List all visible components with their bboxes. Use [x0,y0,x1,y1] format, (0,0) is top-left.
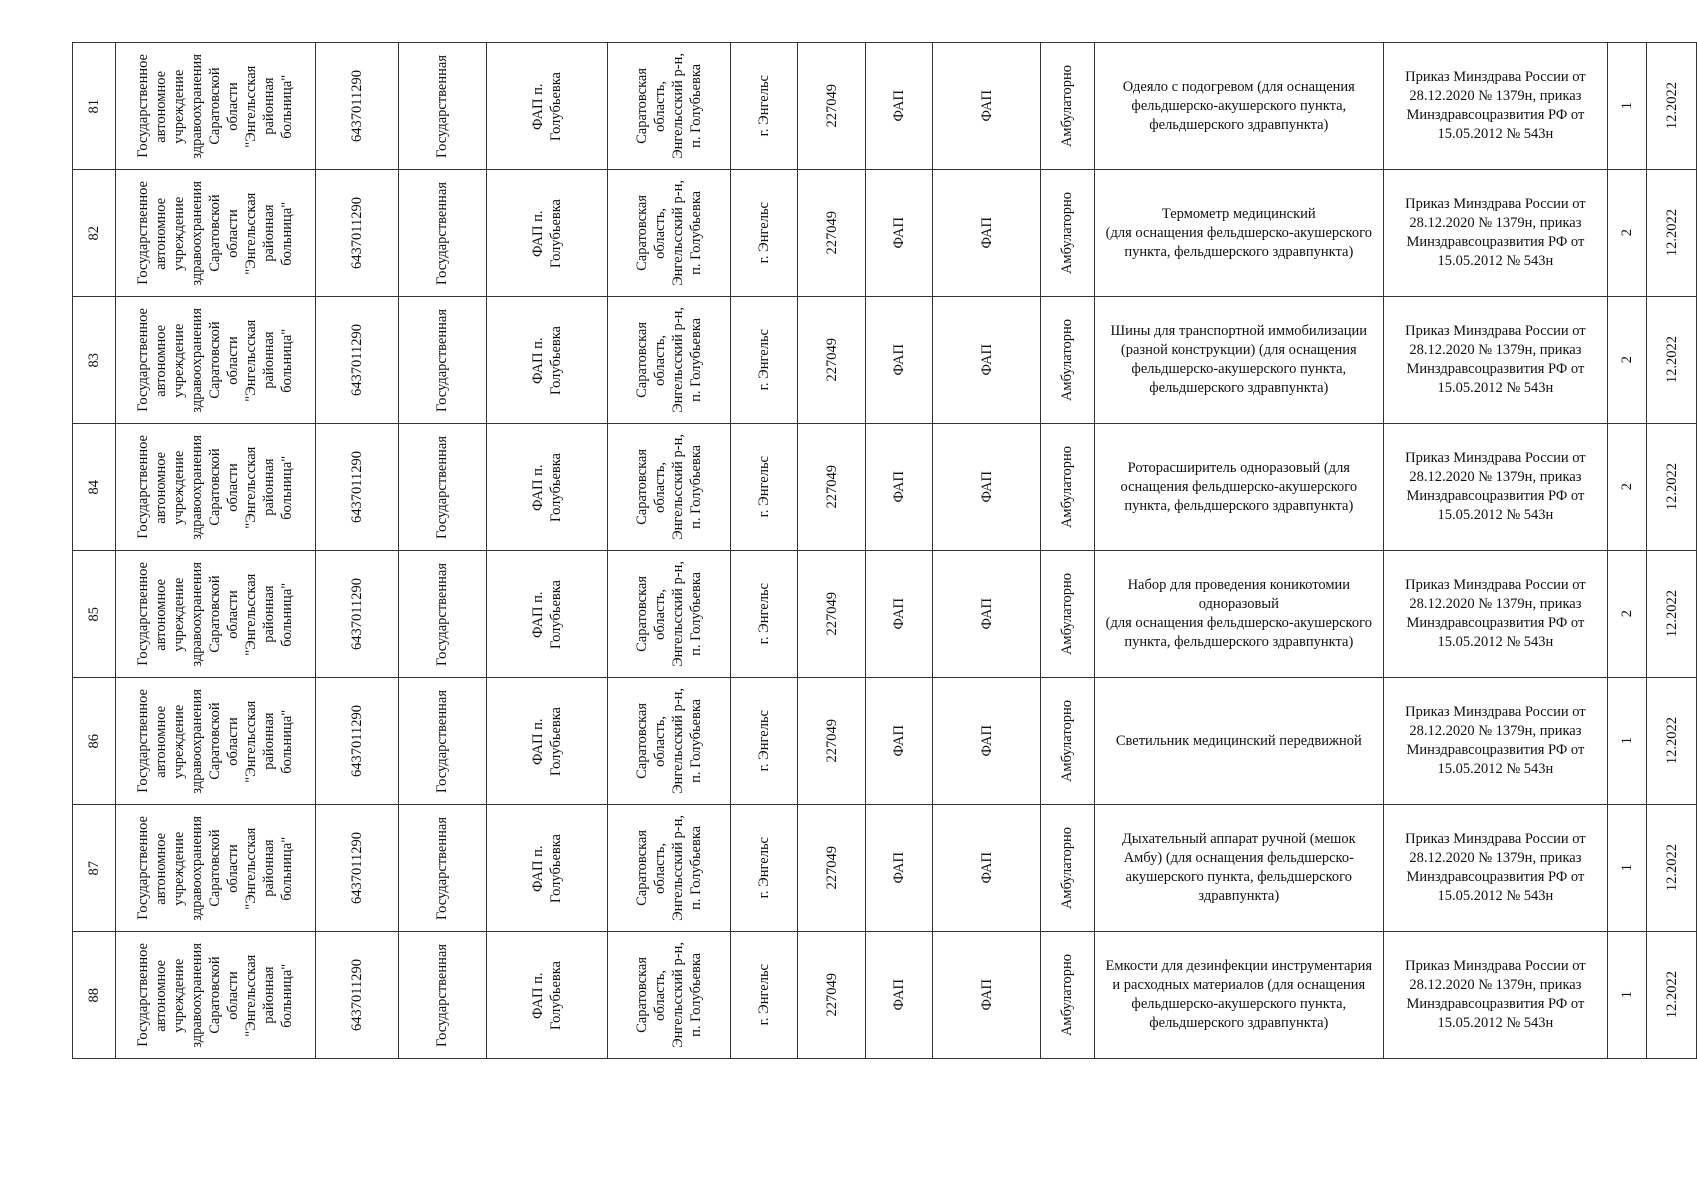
type2-value: ФАП [978,598,995,630]
address-value: Саратовская область, Энгельсский р-н, п. Голубьевка [634,53,705,159]
address-cell [607,297,731,424]
inn-cell [315,551,398,678]
equipment-cell [1094,424,1383,551]
care-value: Амбулаторно [1059,572,1076,656]
basis-cell [1383,297,1608,424]
code-cell [798,43,866,170]
type1-cell [866,551,933,678]
unit-cell [486,297,607,424]
basis-text: Приказ Минздрава России от 28.12.2020 № 1379н, приказ Минздравсоцразвития РФ от 15.05.2012 № 543н [1405,450,1586,523]
basis-cell [1383,551,1608,678]
table-row [73,424,1697,551]
type1-cell [866,424,933,551]
equipment-name: Дыхательный аппарат ручной (мешок Амбу) (для оснащения фельдшерско-акушерского пункта, фельдшерского здравпункта) [1121,831,1356,904]
ownership-value: Государственная [434,943,451,1047]
row-number-cell [73,805,116,932]
care-cell [1040,170,1094,297]
type2-value: ФАП [978,471,995,503]
address-value: Саратовская область, Энгельсский р-н, п. Голубьевка [634,434,705,540]
quantity-value: 2 [1619,483,1636,491]
type1-cell [866,170,933,297]
address-cell [607,805,731,932]
date-cell [1647,297,1697,424]
city-cell [731,297,798,424]
care-value: Амбулаторно [1059,699,1076,783]
equipment-cell [1094,43,1383,170]
ownership-value: Государственная [434,54,451,158]
row-number-cell [73,551,116,678]
address-value: Саратовская область, Энгельсский р-н, п. Голубьевка [634,942,705,1048]
equipment-name: Емкости для дезинфекции инструментария и расходных материалов (для оснащения фельдшерско-акушерского пункта, фельдшерского здравпункта) [1105,958,1373,1031]
organization-cell [115,551,315,678]
city-value: г. Энгельс [756,202,773,264]
unit-cell [486,551,607,678]
unit-name: ФАП п. Голубьевка [529,71,564,141]
ownership-cell [398,170,486,297]
type2-value: ФАП [978,979,995,1011]
organization-cell [115,297,315,424]
type2-cell [933,170,1041,297]
ownership-value: Государственная [434,181,451,285]
city-value: г. Энгельс [756,329,773,391]
row-number-cell [73,170,116,297]
table-row [73,678,1697,805]
ownership-value: Государственная [434,689,451,793]
care-cell [1040,932,1094,1059]
type1-value: ФАП [891,852,908,884]
quantity-value: 1 [1619,991,1636,999]
basis-cell [1383,932,1608,1059]
row-number: 86 [85,733,102,749]
inn-value: 6437011290 [348,70,365,142]
address-value: Саратовская область, Энгельсский р-н, п. Голубьевка [634,815,705,921]
city-value: г. Энгельс [756,583,773,645]
equipment-name: Термометр медицинский (для оснащения фельдшерско-акушерского пункта, фельдшерского здравпункта) [1105,205,1372,260]
equipment-table [72,42,1697,1059]
address-cell [607,424,731,551]
organization-name: Государственное автономное учреждение здравоохранения Саратовской области "Энгельсская районная больница" [135,815,296,921]
quantity-cell [1608,170,1647,297]
organization-cell [115,170,315,297]
code-value: 227049 [823,719,840,763]
quantity-value: 2 [1619,229,1636,237]
basis-cell [1383,678,1608,805]
city-value: г. Энгельс [756,710,773,772]
row-number: 85 [85,606,102,622]
equipment-name: Шины для транспортной иммобилизации (разной конструкции) (для оснащения фельдшерско-акушерского пункта, фельдшерского здравпункта) [1110,323,1368,396]
row-number-cell [73,932,116,1059]
type1-value: ФАП [891,217,908,249]
care-value: Амбулаторно [1059,191,1076,275]
quantity-cell [1608,678,1647,805]
care-value: Амбулаторно [1059,953,1076,1037]
equipment-cell [1094,297,1383,424]
inn-value: 6437011290 [348,578,365,650]
ownership-cell [398,424,486,551]
basis-text: Приказ Минздрава России от 28.12.2020 № 1379н, приказ Минздравсоцразвития РФ от 15.05.2012 № 543н [1405,958,1586,1031]
unit-cell [486,170,607,297]
inn-cell [315,170,398,297]
equipment-name: Роторасширитель одноразовый (для оснащения фельдшерско-акушерского пункта, фельдшерского здравпункта) [1120,459,1358,514]
address-value: Саратовская область, Энгельсский р-н, п. Голубьевка [634,180,705,286]
care-cell [1040,297,1094,424]
city-value: г. Энгельс [756,837,773,899]
equipment-name: Одеяло с подогревом (для оснащения фельдшерско-акушерского пункта, фельдшерского здравпункта) [1122,78,1355,133]
date-cell [1647,932,1697,1059]
row-number-cell [73,424,116,551]
code-cell [798,297,866,424]
unit-cell [486,932,607,1059]
date-value: 12.2022 [1663,463,1680,511]
code-value: 227049 [823,211,840,255]
basis-text: Приказ Минздрава России от 28.12.2020 № 1379н, приказ Минздравсоцразвития РФ от 15.05.2012 № 543н [1405,577,1586,650]
equipment-cell [1094,551,1383,678]
equipment-cell [1094,170,1383,297]
quantity-cell [1608,43,1647,170]
type1-value: ФАП [891,344,908,376]
inn-value: 6437011290 [348,324,365,396]
address-cell [607,551,731,678]
ownership-cell [398,805,486,932]
city-cell [731,43,798,170]
code-value: 227049 [823,973,840,1017]
inn-value: 6437011290 [348,451,365,523]
type1-cell [866,678,933,805]
row-number: 84 [85,479,102,495]
inn-value: 6437011290 [348,705,365,777]
city-value: г. Энгельс [756,456,773,518]
inn-cell [315,424,398,551]
care-value: Амбулаторно [1059,445,1076,529]
organization-name: Государственное автономное учреждение здравоохранения Саратовской области "Энгельсская районная больница" [135,688,296,794]
address-cell [607,678,731,805]
ownership-cell [398,932,486,1059]
basis-text: Приказ Минздрава России от 28.12.2020 № 1379н, приказ Минздравсоцразвития РФ от 15.05.2012 № 543н [1405,196,1586,269]
type1-value: ФАП [891,471,908,503]
city-cell [731,932,798,1059]
ownership-value: Государственная [434,562,451,666]
table-row [73,170,1697,297]
address-value: Саратовская область, Энгельсский р-н, п. Голубьевка [634,561,705,667]
unit-cell [486,424,607,551]
equipment-name: Набор для проведения коникотомии одноразовый (для оснащения фельдшерско-акушерского пункта, фельдшерского здравпункта) [1105,577,1372,650]
row-number-cell [73,43,116,170]
table-row [73,551,1697,678]
equipment-name: Светильник медицинский передвижной [1115,732,1362,749]
quantity-value: 2 [1619,356,1636,364]
city-cell [731,678,798,805]
care-cell [1040,551,1094,678]
unit-cell [486,678,607,805]
care-cell [1040,805,1094,932]
quantity-value: 1 [1619,102,1636,110]
code-value: 227049 [823,592,840,636]
organization-cell [115,678,315,805]
row-number: 81 [85,98,102,114]
care-value: Амбулаторно [1059,826,1076,910]
code-cell [798,170,866,297]
basis-cell [1383,170,1608,297]
basis-cell [1383,805,1608,932]
row-number-cell [73,297,116,424]
basis-cell [1383,43,1608,170]
basis-text: Приказ Минздрава России от 28.12.2020 № 1379н, приказ Минздравсоцразвития РФ от 15.05.2012 № 543н [1405,323,1586,396]
type1-value: ФАП [891,979,908,1011]
address-cell [607,43,731,170]
date-value: 12.2022 [1663,590,1680,638]
quantity-cell [1608,551,1647,678]
organization-cell [115,805,315,932]
unit-name: ФАП п. Голубьевка [529,579,564,649]
unit-name: ФАП п. Голубьевка [529,198,564,268]
row-number: 82 [85,225,102,241]
ownership-cell [398,678,486,805]
care-cell [1040,43,1094,170]
organization-name: Государственное автономное учреждение здравоохранения Саратовской области "Энгельсская районная больница" [135,942,296,1048]
table-row [73,932,1697,1059]
type2-value: ФАП [978,852,995,884]
type2-cell [933,43,1041,170]
table-row [73,43,1697,170]
date-value: 12.2022 [1663,209,1680,257]
code-cell [798,678,866,805]
type2-cell [933,805,1041,932]
row-number: 88 [85,987,102,1003]
equipment-cell [1094,932,1383,1059]
ownership-value: Государственная [434,816,451,920]
ownership-cell [398,297,486,424]
organization-cell [115,43,315,170]
equipment-cell [1094,805,1383,932]
date-value: 12.2022 [1663,971,1680,1019]
quantity-cell [1608,424,1647,551]
basis-text: Приказ Минздрава России от 28.12.2020 № 1379н, приказ Минздравсоцразвития РФ от 15.05.2012 № 543н [1405,831,1586,904]
city-value: г. Энгельс [756,964,773,1026]
code-cell [798,932,866,1059]
city-cell [731,551,798,678]
unit-name: ФАП п. Голубьевка [529,706,564,776]
type1-cell [866,805,933,932]
ownership-cell [398,551,486,678]
type2-cell [933,932,1041,1059]
city-cell [731,805,798,932]
address-value: Саратовская область, Энгельсский р-н, п. Голубьевка [634,688,705,794]
date-cell [1647,551,1697,678]
type1-value: ФАП [891,725,908,757]
city-value: г. Энгельс [756,75,773,137]
date-value: 12.2022 [1663,82,1680,130]
unit-name: ФАП п. Голубьевка [529,325,564,395]
type1-cell [866,297,933,424]
code-value: 227049 [823,84,840,128]
ownership-cell [398,43,486,170]
organization-name: Государственное автономное учреждение здравоохранения Саратовской области "Энгельсская районная больница" [135,53,296,159]
address-cell [607,170,731,297]
address-value: Саратовская область, Энгельсский р-н, п. Голубьевка [634,307,705,413]
code-value: 227049 [823,338,840,382]
inn-cell [315,297,398,424]
type2-value: ФАП [978,217,995,249]
quantity-cell [1608,932,1647,1059]
code-cell [798,805,866,932]
unit-cell [486,805,607,932]
quantity-cell [1608,805,1647,932]
type1-cell [866,43,933,170]
date-value: 12.2022 [1663,336,1680,384]
ownership-value: Государственная [434,435,451,539]
table-body [73,43,1697,1059]
quantity-value: 2 [1619,610,1636,618]
code-cell [798,551,866,678]
care-value: Амбулаторно [1059,318,1076,402]
organization-name: Государственное автономное учреждение здравоохранения Саратовской области "Энгельсская районная больница" [135,180,296,286]
quantity-cell [1608,297,1647,424]
basis-text: Приказ Минздрава России от 28.12.2020 № 1379н, приказ Минздравсоцразвития РФ от 15.05.2012 № 543н [1405,704,1586,777]
quantity-value: 1 [1619,737,1636,745]
care-value: Амбулаторно [1059,64,1076,148]
unit-cell [486,43,607,170]
organization-name: Государственное автономное учреждение здравоохранения Саратовской области "Энгельсская районная больница" [135,434,296,540]
date-value: 12.2022 [1663,844,1680,892]
date-cell [1647,805,1697,932]
type1-value: ФАП [891,598,908,630]
type2-value: ФАП [978,725,995,757]
row-number: 83 [85,352,102,368]
type2-value: ФАП [978,344,995,376]
code-cell [798,424,866,551]
quantity-value: 1 [1619,864,1636,872]
date-cell [1647,170,1697,297]
type1-value: ФАП [891,90,908,122]
row-number: 87 [85,860,102,876]
ownership-value: Государственная [434,308,451,412]
organization-name: Государственное автономное учреждение здравоохранения Саратовской области "Энгельсская районная больница" [135,561,296,667]
unit-name: ФАП п. Голубьевка [529,833,564,903]
table-row [73,297,1697,424]
address-cell [607,932,731,1059]
inn-value: 6437011290 [348,197,365,269]
unit-name: ФАП п. Голубьевка [529,452,564,522]
city-cell [731,424,798,551]
type2-cell [933,297,1041,424]
unit-name: ФАП п. Голубьевка [529,960,564,1030]
date-cell [1647,43,1697,170]
row-number-cell [73,678,116,805]
type2-cell [933,551,1041,678]
organization-cell [115,932,315,1059]
date-cell [1647,678,1697,805]
inn-cell [315,43,398,170]
basis-text: Приказ Минздрава России от 28.12.2020 № 1379н, приказ Минздравсоцразвития РФ от 15.05.2012 № 543н [1405,69,1586,142]
basis-cell [1383,424,1608,551]
type2-value: ФАП [978,90,995,122]
organization-cell [115,424,315,551]
inn-cell [315,932,398,1059]
city-cell [731,170,798,297]
code-value: 227049 [823,846,840,890]
table-row [73,805,1697,932]
type2-cell [933,424,1041,551]
inn-value: 6437011290 [348,832,365,904]
inn-cell [315,805,398,932]
date-value: 12.2022 [1663,717,1680,765]
type1-cell [866,932,933,1059]
organization-name: Государственное автономное учреждение здравоохранения Саратовской области "Энгельсская районная больница" [135,307,296,413]
date-cell [1647,424,1697,551]
care-cell [1040,678,1094,805]
type2-cell [933,678,1041,805]
equipment-cell [1094,678,1383,805]
inn-value: 6437011290 [348,959,365,1031]
inn-cell [315,678,398,805]
code-value: 227049 [823,465,840,509]
care-cell [1040,424,1094,551]
